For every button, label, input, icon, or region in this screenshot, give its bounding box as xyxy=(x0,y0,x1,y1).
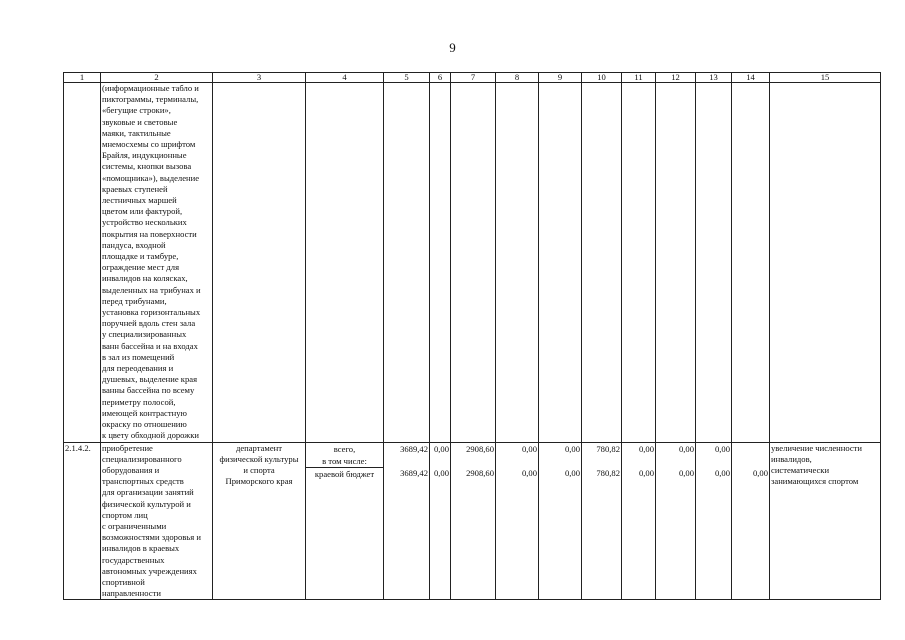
col-header-11: 11 xyxy=(622,73,656,83)
budget-value: 0,00 xyxy=(433,467,449,478)
col-header-10: 10 xyxy=(582,73,622,83)
cell-value xyxy=(384,83,430,443)
cell-value xyxy=(656,442,696,600)
cell-source xyxy=(306,442,384,600)
col-header-3: 3 xyxy=(213,73,306,83)
total-value: 3689,42 xyxy=(400,443,428,454)
cell-source xyxy=(306,83,384,443)
budget-value: 2908,60 xyxy=(466,467,494,478)
cell-value xyxy=(451,83,496,443)
program-table xyxy=(63,72,881,600)
budget-value: 0,00 xyxy=(752,467,768,478)
total-value: 0,00 xyxy=(678,443,694,454)
cell-description: (информационные табло и пиктограммы, терминалы, «бегущие строки», звуковые и световые маяки, тактильные мнемосхемы со шрифтом Брайля, индукционные системы, кнопки вызова «помощника»), выделение краевых ступеней лестничных маршей цветом или фактурой, устройство нескольких покрытия на поверхности пандуса, входной площадке и тамбуре, ограждение мест для инвалидов на колясках, выделенных на трибунах и перед трибунами, установка горизонтальных поручней вдоль стен зала у специализированных ванн бассейна и на входах в зал из помещений для переодевания и душевых, выделение края ванны бассейна по всему периметру полосой, имеющей контрастную окраску по отношению к цвету обходной дорожки xyxy=(101,83,213,443)
cell-result: увеличение численности инвалидов, систематически занимающихся спортом xyxy=(770,442,881,600)
cell-value xyxy=(539,83,582,443)
cell-value xyxy=(582,83,622,443)
budget-value: 0,00 xyxy=(638,467,654,478)
cell-value xyxy=(656,83,696,443)
source-total: всего, xyxy=(333,443,356,454)
cell-value xyxy=(622,83,656,443)
col-header-5: 5 xyxy=(384,73,430,83)
cell-description: приобретение специализированного оборудования и транспортных средств для организации занятий физической культурой и спортом лиц с ограниченными возможностями здоровья и инвалидов в краевых государственных автономных учреждениях спортивной направленности xyxy=(101,442,213,600)
page-number: 9 xyxy=(449,40,456,55)
col-header-9: 9 xyxy=(539,73,582,83)
cell-executor: департамент физической культуры и спорта Приморского края xyxy=(213,442,306,600)
total-value: 0,00 xyxy=(714,443,730,454)
budget-value: 0,00 xyxy=(521,467,537,478)
table-row xyxy=(64,83,881,443)
budget-value: 0,00 xyxy=(678,467,694,478)
cell-value xyxy=(384,442,430,600)
cell-value xyxy=(732,442,770,600)
total-value: 0,00 xyxy=(521,443,537,454)
cell-value xyxy=(539,442,582,600)
total-value: 0,00 xyxy=(638,443,654,454)
cell-value xyxy=(582,442,622,600)
header-row xyxy=(64,73,881,83)
cell-result xyxy=(770,83,881,443)
cell-value xyxy=(696,442,732,600)
total-value xyxy=(733,443,768,455)
cell-value xyxy=(732,83,770,443)
total-value: 0,00 xyxy=(564,443,580,454)
col-header-14: 14 xyxy=(732,73,770,83)
cell-value xyxy=(696,83,732,443)
col-header-4: 4 xyxy=(306,73,384,83)
source-incl: в том числе: xyxy=(306,455,383,468)
cell-value xyxy=(430,442,451,600)
col-header-6: 6 xyxy=(430,73,451,83)
cell-number: 2.1.4.2. xyxy=(64,442,101,600)
cell-executor xyxy=(213,83,306,443)
source-budget: краевой бюджет xyxy=(314,468,375,479)
col-header-1: 1 xyxy=(64,73,101,83)
cell-value xyxy=(622,442,656,600)
col-header-2: 2 xyxy=(101,73,213,83)
col-header-15: 15 xyxy=(770,73,881,83)
col-header-8: 8 xyxy=(496,73,539,83)
budget-value: 780,82 xyxy=(596,467,620,478)
col-header-13: 13 xyxy=(696,73,732,83)
budget-value: 0,00 xyxy=(564,467,580,478)
cell-number xyxy=(64,83,101,443)
total-value: 0,00 xyxy=(433,443,449,454)
total-value: 2908,60 xyxy=(466,443,494,454)
cell-value xyxy=(430,83,451,443)
cell-value xyxy=(451,442,496,600)
budget-value: 3689,42 xyxy=(400,467,428,478)
col-header-7: 7 xyxy=(451,73,496,83)
cell-value xyxy=(496,442,539,600)
table-row xyxy=(64,442,881,600)
cell-value xyxy=(496,83,539,443)
total-value: 780,82 xyxy=(596,443,620,454)
budget-value: 0,00 xyxy=(714,467,730,478)
col-header-12: 12 xyxy=(656,73,696,83)
